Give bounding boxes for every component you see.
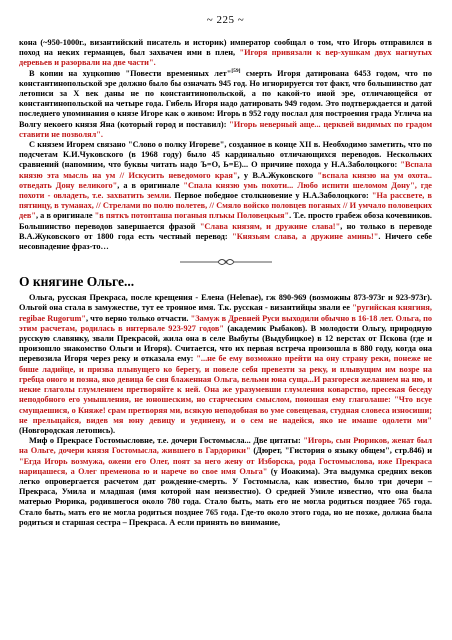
quote-red: "...не бе ему возможно прейти на ону страну реки, понеже не бише ладийце, и призва плывущего ко берегу, и повеле себя превезти за реку, и плывущим им возре на гребца оного и позна, яко девица бе сия блаженная Ольга, вельми юна суща...И разгореся желанием на ню, и некие глаголы глумлением претворяйте к ней. Она же уразумевши глумления коварство, пресекая беседу неподобного его умышления, не юношеским, но старческим смыслом, поношая ему глаголаше: "Что всуе смущаешися, о Княже! срам претворяя ми, всякую неподобная во уме совещевая, студная словеса износиши; не прельщайся, видев мя юну девицу и уединену, и о сем не надейся, яко не имаше одолети ми" xyxy=(19,354,432,425)
text-run: . Ничего себе несовпадение фраз-то… xyxy=(19,231,432,252)
quote-red: "Егда Игорь возмужа, ожени его Олег, поят за него жену от Изборска, рода Гостомыслова, иже Прекраса нарицашеся, а Олег пременова ю и нарече во свое имя Ольга" xyxy=(19,456,432,476)
ornament-divider xyxy=(178,256,274,268)
paragraph-chronicle-date xyxy=(19,69,432,140)
text-run: , а в оригинале xyxy=(117,180,184,190)
quote-red: "Вспала князю эта мысль на ум // Искусить неведомого края" xyxy=(19,160,432,180)
page-number: ~ 225 ~ xyxy=(206,14,245,26)
quote-red: "На рассвете, в пятницу, в туманах, // Стрелами по полю полетев, // Смяло войско половцев поганых // И умчало половецких дев" xyxy=(19,191,432,221)
text-run: , что верно только отчасти. xyxy=(85,313,191,323)
text-run: С князем Игорем связано "Слово о полку Игореве", созданное в конце XII в. Необходимо заметить, что по подсчетам К.И.Чуковского (в 1968 году) было 45 кардинально отличающихся переводов. Нескольких сравнений (напомним, что буквы читать надо Ъ=О, Ь=Е)... О причине похода у Н.А.Заболоцкого: xyxy=(19,140,432,170)
text-run: (Дюрет, "Гистория о языку общем", стр.846) и xyxy=(250,446,432,456)
text-run: Первое победное столкновение у Н.А.Заболоцкого: xyxy=(171,191,372,201)
text-run: кона (~950-1000г., византийский писатель и историк) император сообщал о том, что Игорь отправился в поход на неких германцев, был захвачен ими в плен, xyxy=(19,38,432,58)
quote-red: "в пяткъ потопташа поганыя плъкы Половецкыя" xyxy=(94,211,290,221)
text-run: В копии на хуцкопию "Повести временных лет" xyxy=(29,68,232,78)
section-title: О княгине Ольге... xyxy=(19,274,135,290)
text-run: (Новгородская летопись). xyxy=(19,425,116,435)
text-run: (академик Рыбаков). В молодости Ольгу, природную русскую славянку, звали Прекрасой, жила она в селе Выбуты (Выдубицкое) в 12 верстах от Пскова (где и произошло знакомство Ольги и Игоря). Считается, что их первая встреча произошла в 880 году, когда она перевозила Игоря через реку и отказала ему: xyxy=(19,323,432,364)
quote-red: "Князьям слава, а дружине аминь!" xyxy=(232,231,379,241)
text-run: Ольга, русская Прекраса, после крещения - Елена (Helenae), гж 890-969 (возможны 873-973г и 923-973г). Ольгой она стала в замужестве, тут ее тронное имя. Т.к. русская - византийцы звали ее xyxy=(19,293,432,313)
text-run: , у В.А.Жуковского xyxy=(237,170,318,180)
text-run: , а в оригинале xyxy=(35,211,95,221)
text-run: (у Иоакима). Эта выдумка средних веков легко опровергается расчетом дат рождение-смерть. У Гостомысла, как известно, было три дочери – Прекраса, Умила и младшая (имя которой нам неизвестно). О средней Умиле известно, что она была матерью Рюрика, родившегося около 780 года. Стало быть, мать его не могла родиться позднее 765 года. Стало быть, мать его не могла родиться позднее 765 года. Где-то около этого года, но не позже, должна была родиться и старшая сестра – Прекраса. А если принять во внимание, xyxy=(19,466,432,527)
paragraph-olga xyxy=(19,293,432,436)
text-run: смерть Игоря датирована 6453 годом, что по константинопольской эре должно было бы означать 945 год. Но игнорируется тот факт, что большинство дат летописи за X век даны не по константинопольской, а по какой-то иной эре, отличающейся от константинопольской на четыре года. Гибель Игоря надо датировать 949 годом. Это подтверждается и датой последнего упоминания о князе Игоре как о живом: Игорь в 952 году послал для построения града Углича на Волгу некоего князя Яна (который город и поставил): xyxy=(19,68,432,129)
footnote-ref[interactable]: [59] xyxy=(231,67,241,74)
paragraph-prekrasa-myth xyxy=(19,436,432,528)
quote-red: "Слава князям, и дружине слава!" xyxy=(199,221,341,231)
quote-red: "Игоря привязали к вер-хушкам двух нагнутых деревьев и разорвали на две части". xyxy=(19,48,432,68)
quote-red: "Игорь, сын Рюриков, женат был на Ольге, дочери князя Гостомысла, жившего в Гардорики" xyxy=(19,436,432,456)
quote-red: "Спала князю умь похоти... Любо испити шеломом Дону", где похоти - овладеть, т.е. захватить земли. xyxy=(19,180,432,201)
text-run: Миф о Прекрасе Гостомысловне, т.е. дочери Гостомысла... Две цитаты: xyxy=(29,436,304,446)
quote-red: "вспала князю на ум охота.. отведать Дону великого" xyxy=(19,170,432,190)
quote-red: "Замуж в Древней Руси выходили обычно в 16-18 лет. Ольга, по этим расчетам, родилась в интервале 923-927 годов" xyxy=(19,313,433,333)
text-run: , но только в переводе В.А.Жуковского от 1800 года есть честный перевод: xyxy=(19,221,432,241)
paragraph-slovo xyxy=(19,140,432,252)
text-run: . Т.е. просто грабеж обоза кочевников. Большинство переводов завершается фразой xyxy=(19,211,432,231)
paragraph-igor-death xyxy=(19,38,432,69)
quote-red: "ругийская княгиня, regibae Rugorum" xyxy=(19,303,432,323)
quote-red: "Игорь неверный аще... церквей видимых по градом ставити не позволял". xyxy=(19,119,432,139)
